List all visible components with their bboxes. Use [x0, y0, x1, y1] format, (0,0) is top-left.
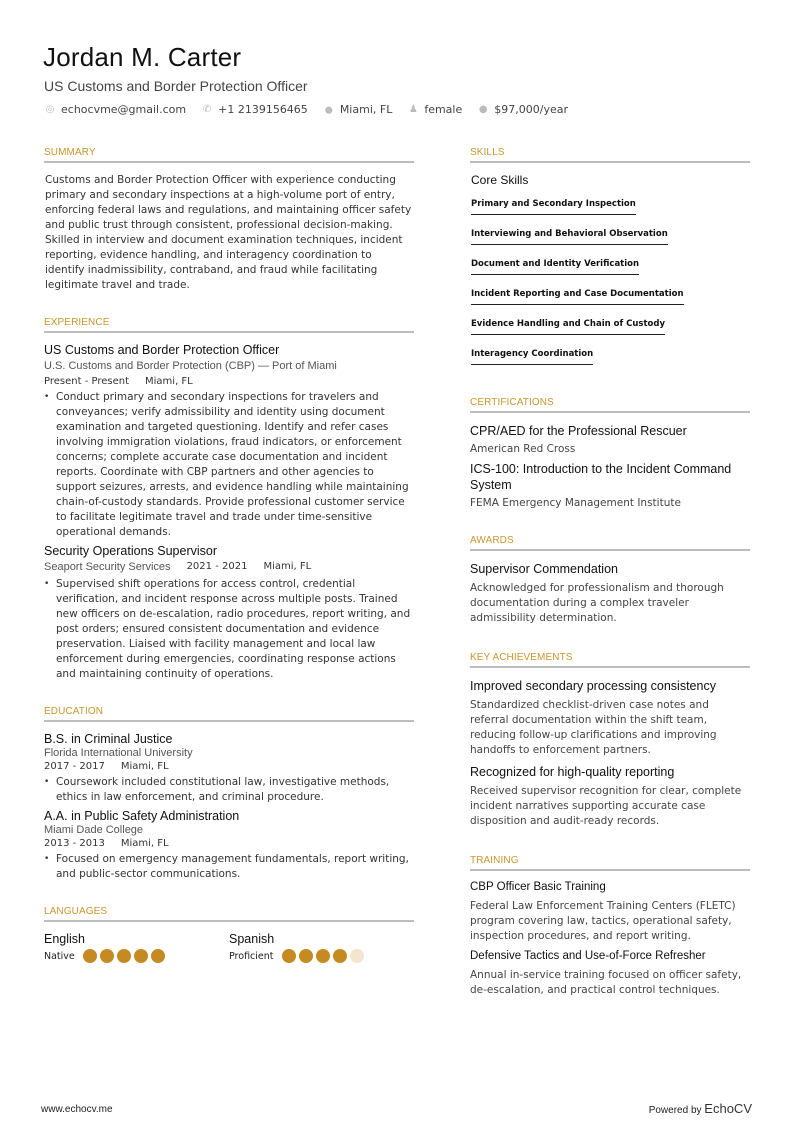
education-bullet: [44, 775, 414, 805]
bullet-icon: •: [44, 392, 50, 402]
phone-icon: ✆: [202, 104, 212, 115]
certifications-section: [470, 397, 750, 509]
skill-item: Interviewing and Behavioral Observation: [471, 229, 668, 245]
phone-value: +1 2139156465: [218, 103, 308, 116]
job-bullet: [44, 390, 414, 540]
language-item: [229, 932, 414, 963]
certification-name: ICS-100: Introduction to the Incident Command System: [470, 462, 732, 492]
achievements-section: [470, 652, 750, 829]
section-title-achievements: KEY ACHIEVEMENTS: [470, 652, 750, 668]
contact-location: [324, 103, 393, 116]
contact-phone[interactable]: [202, 103, 308, 116]
section-title-languages: LANGUAGES: [44, 906, 414, 922]
section-title-experience: EXPERIENCE: [44, 317, 414, 333]
person-icon: ♟: [408, 104, 418, 115]
skill-item: Incident Reporting and Case Documentation: [471, 289, 684, 305]
experience-item: [44, 343, 414, 540]
job-bullet: [44, 577, 414, 682]
job-location: Miami, FL: [263, 561, 312, 572]
school: Florida International University: [44, 747, 193, 759]
degree: A.A. in Public Safety Administration: [44, 809, 240, 823]
training-name: Defensive Tactics and Use-of-Force Refresher: [470, 950, 706, 962]
job-company: Seaport Security Services: [44, 561, 171, 573]
education-meta: [44, 761, 414, 772]
salary-icon: ●: [478, 104, 488, 115]
section-title-summary: SUMMARY: [44, 147, 414, 163]
language-name: Spanish: [229, 932, 275, 946]
candidate-name: Jordan M. Carter: [43, 42, 242, 72]
education-dates: 2017 - 2017: [44, 761, 105, 772]
section-title-skills: SKILLS: [470, 147, 750, 163]
language-name: English: [44, 932, 85, 946]
section-title-awards: AWARDS: [470, 535, 750, 551]
languages-section: [44, 906, 414, 963]
job-meta: [44, 561, 414, 573]
footer-website-link[interactable]: www.echocv.me: [41, 1104, 113, 1115]
education-item: [44, 809, 414, 882]
training-description: Federal Law Enforcement Training Centers (FLETC) program covering law, tactics, operational safety, inspection procedures, and report writing.: [470, 900, 736, 942]
job-company: U.S. Customs and Border Protection (CBP) — Port of Miami: [44, 360, 337, 372]
summary-text: Customs and Border Protection Officer with experience conducting primary and secondary inspections at a high-volume port of entry, enforcing federal laws and regulations, and maintaining officer safety and public trust through consistent, professional decision-making.: [45, 174, 412, 231]
achievement-name: Recognized for high-quality reporting: [470, 765, 675, 779]
job-dates: Present - Present: [44, 376, 130, 387]
language-level: Proficient: [229, 950, 274, 962]
education-section: [44, 706, 414, 882]
bullet-text: Focused on emergency management fundamentals, report writing, and public-sector communications.: [56, 853, 409, 880]
contact-email[interactable]: [45, 103, 186, 116]
bullet-text: Coursework included constitutional law, investigative methods, ethics in law enforcement, and criminal procedure.: [56, 776, 390, 803]
degree: B.S. in Criminal Justice: [44, 732, 173, 746]
bullet-text: Supervised shift operations for access control, credential verification, and incident response across multiple posts. Trained new officers on de-escalation, radio procedures, report writing, and post orders; ensured consistent documentation and evidence preservation. Liaised with facility management and local law enforcement during emergencies, coordinating response actions and maintaining continuity of operations.: [56, 578, 411, 680]
at-icon: ◎: [45, 104, 55, 115]
job-role: US Customs and Border Protection Officer: [44, 343, 280, 357]
job-role: Security Operations Supervisor: [44, 544, 217, 558]
achievement-name: Improved secondary processing consistency: [470, 679, 716, 693]
powered-by-label: Powered by: [648, 1105, 702, 1116]
footer-powered-by[interactable]: [649, 1101, 752, 1116]
education-bullet: [44, 852, 414, 882]
certification-issuer: FEMA Emergency Management Institute: [470, 497, 681, 509]
job-location: Miami, FL: [145, 376, 193, 387]
job-meta: [44, 376, 414, 387]
training-name: CBP Officer Basic Training: [470, 881, 606, 893]
section-title-training: TRAINING: [470, 855, 750, 871]
language-list: [44, 932, 414, 963]
email-value: echocvme@gmail.com: [61, 103, 187, 116]
contact-bar: [45, 103, 584, 116]
award-description: Acknowledged for professionalism and thorough documentation during a complex traveler admissibility determination.: [470, 582, 724, 624]
achievement-description: Standardized checklist-driven case notes and referral documentation within the shift team, reducing follow-up clarifications and improving handoffs to enforcement partners.: [470, 699, 717, 756]
brand-logo: EchoCV: [704, 1101, 752, 1116]
skill-item: Interagency Coordination: [471, 349, 593, 365]
skill-item: Evidence Handling and Chain of Custody: [471, 319, 665, 335]
rating-dot-filled-icon: [151, 949, 165, 963]
job-dates: 2021 - 2021: [186, 561, 248, 572]
education-location: Miami, FL: [120, 838, 169, 849]
language-item: [44, 932, 229, 963]
location-pin-icon: ⬤: [324, 105, 333, 114]
rating-dot-filled-icon: [299, 949, 313, 963]
skills-section: [470, 147, 750, 371]
training-section: [470, 855, 750, 998]
rating-dot-empty-icon: [350, 949, 364, 963]
candidate-title: US Customs and Border Protection Officer: [44, 78, 308, 94]
experience-item: [44, 544, 414, 682]
education-item: [44, 732, 414, 805]
left-column: [44, 147, 414, 983]
rating-dot-filled-icon: [117, 949, 131, 963]
education-location: Miami, FL: [120, 761, 169, 772]
rating-dot-filled-icon: [316, 949, 330, 963]
awards-section: [470, 535, 750, 626]
education-dates: 2013 - 2013: [44, 838, 105, 849]
rating-dot-filled-icon: [134, 949, 148, 963]
gender-value: female: [424, 103, 463, 116]
rating-dots: [282, 949, 367, 963]
contact-salary: [478, 103, 568, 116]
rating-dot-filled-icon: [100, 949, 114, 963]
language-level: Native: [44, 950, 75, 962]
right-column: [470, 147, 750, 1018]
award-name: Supervisor Commendation: [470, 562, 618, 576]
section-title-certifications: CERTIFICATIONS: [470, 397, 750, 413]
school: Miami Dade College: [44, 824, 144, 836]
experience-section: [44, 317, 414, 682]
skill-item: Document and Identity Verification: [471, 259, 639, 275]
rating-dot-filled-icon: [282, 949, 296, 963]
rating-dot-filled-icon: [83, 949, 97, 963]
skills-group-title: Core Skills: [471, 173, 529, 187]
bullet-text: Conduct primary and secondary inspections for travelers and conveyances; verify admissibility and identity using document examination and targeted questioning. Identify and refer cases involving immigration violations, fraud indicators, or enforcement concerns; complete accurate case documentation and incident reports. Coordinate with CBP partners and other agencies to support seizures, arrests, and evidence handling while maintaining chain-of-custody standards. Provide professional customer service to facilitate legitimate travel and trade under time-sensitive operational demands.: [56, 391, 409, 538]
language-rating-row: [229, 949, 414, 963]
certification-name: CPR/AED for the Professional Rescuer: [470, 424, 687, 438]
bullet-icon: •: [44, 854, 50, 864]
certification-issuer: American Red Cross: [470, 443, 576, 455]
summary-text-2: Skilled in interview and document examination techniques, incident reporting, evidence handling, and interagency coordination to identify inadmissibility, contraband, and fraud while facilitating legitimate travel and trade.: [45, 234, 403, 291]
summary-section: [44, 147, 414, 293]
rating-dot-filled-icon: [333, 949, 347, 963]
location-value: Miami, FL: [339, 103, 393, 116]
salary-value: $97,000/year: [494, 103, 568, 116]
achievement-description: Received supervisor recognition for clear, complete incident narratives supporting accurate case disposition and audit-ready records.: [470, 785, 742, 827]
section-title-education: EDUCATION: [44, 706, 414, 722]
skill-item: Primary and Secondary Inspection: [471, 199, 636, 215]
training-description: Annual in-service training focused on officer safety, de-escalation, and practical control techniques.: [470, 969, 742, 996]
bullet-icon: •: [44, 579, 50, 589]
language-rating-row: [44, 949, 229, 963]
rating-dots: [83, 949, 168, 963]
education-meta: [44, 838, 414, 849]
contact-gender: [408, 103, 462, 116]
bullet-icon: •: [44, 777, 50, 787]
